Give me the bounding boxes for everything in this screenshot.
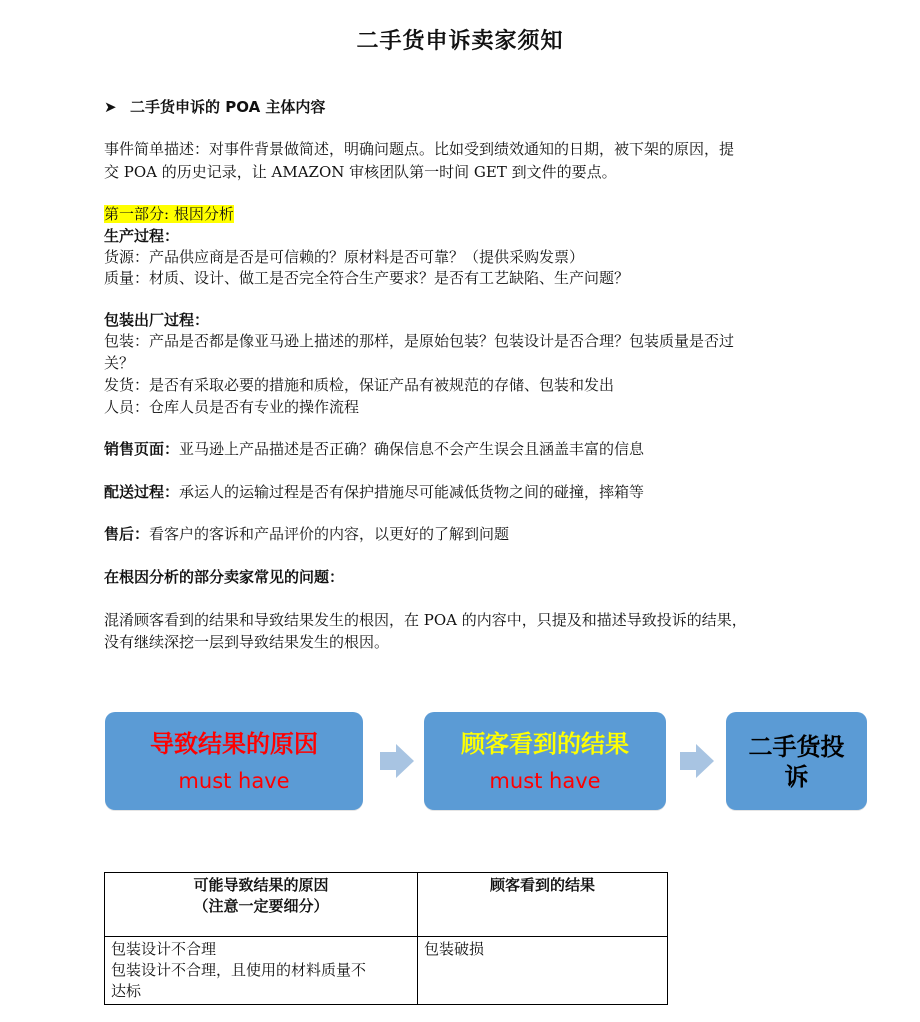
row1-col2: 包装破损	[424, 940, 485, 958]
header-col1-line1: 可能导致结果的原因	[193, 876, 329, 894]
header-col1-line2: （注意一定要细分）	[193, 897, 329, 915]
table-header-cell	[105, 873, 418, 937]
row1-col1-line3: 达标	[111, 982, 142, 1000]
sales-label: 销售页面：	[104, 440, 180, 458]
part1-heading-text: 第一部分: 根因分析	[104, 205, 234, 223]
bullet-heading-text: 二手货申诉的 POA 主体内容	[130, 98, 326, 116]
intro-line-1: 事件简单描述：对事件背景做简述，明确问题点。比如受到绩效通知的日期，被下架的原因，提	[104, 140, 735, 158]
packaging-line-3: 人员：仓库人员是否有专业的操作流程	[104, 398, 360, 416]
result-box-title: 顾客看到的结果	[461, 730, 629, 758]
after-sales-line	[104, 523, 824, 546]
packaging-heading: 包装出厂过程：	[104, 311, 210, 329]
part1-heading	[104, 203, 824, 226]
production-heading: 生产过程：	[104, 227, 180, 245]
packaging-line-1a: 包装：产品是否都是像亚马逊上描述的那样，是原始包装？包装设计是否合理？包装质量是否过	[104, 332, 735, 350]
intro-line-2: 交 POA 的历史记录，让 AMAZON 审核团队第一时间 GET 到文件的要点。	[104, 163, 617, 181]
after-sales-label: 售后：	[104, 525, 150, 543]
after-sales-text: 看客户的客诉和产品评价的内容，以更好的了解到问题	[149, 525, 510, 543]
arrow-right-icon	[380, 744, 414, 778]
production-line-2: 质量：材质、设计、做工是否完全符合生产要求？是否有工艺缺陷、生产问题？	[104, 269, 630, 287]
common-issues-heading: 在根因分析的部分卖家常见的问题：	[104, 568, 345, 586]
arrow-bullet-icon: ➤	[104, 98, 117, 116]
page-title: 二手货申诉卖家须知	[356, 29, 564, 54]
sales-line	[104, 438, 824, 461]
arrow-right-icon	[680, 744, 714, 778]
row1-col1-line1: 包装设计不合理	[111, 940, 217, 958]
complaint-box-title-2: 诉	[784, 763, 809, 791]
table-cell	[105, 937, 418, 1005]
sales-text: 亚马逊上产品描述是否正确？确保信息不会产生误会且涵盖丰富的信息	[179, 440, 645, 458]
complaint-box-title-1: 二手货投	[748, 733, 845, 761]
delivery-text: 承运人的运输过程是否有保护措施尽可能减低货物之间的碰撞，摔箱等	[179, 483, 645, 501]
cause-box-title: 导致结果的原因	[150, 730, 318, 758]
row1-col1-line2: 包装设计不合理，且使用的材料质量不	[111, 961, 367, 979]
table-cell	[418, 937, 668, 1005]
cause-box-sub: must have	[178, 769, 290, 793]
cause-box	[105, 712, 363, 810]
delivery-line	[104, 481, 824, 504]
packaging-line-1b: 关？	[104, 354, 135, 372]
complaint-box	[726, 712, 867, 810]
packaging-line-2: 发货：是否有采取必要的措施和质检，保证产品有被规范的存储、包装和发出	[104, 376, 615, 394]
common-issues-line-2: 没有继续深挖一层到导致结果发生的根因。	[104, 633, 390, 651]
bullet-heading	[104, 96, 824, 119]
table-header-row	[105, 873, 668, 937]
result-box	[424, 712, 666, 810]
result-box-sub: must have	[489, 769, 601, 793]
table-header-cell	[418, 873, 668, 937]
header-col2: 顾客看到的结果	[489, 876, 595, 894]
production-line-1: 货源：产品供应商是否是可信赖的？原材料是否可靠？（提供采购发票）	[104, 248, 585, 266]
table-row	[105, 937, 668, 1005]
cause-result-table	[104, 872, 668, 1005]
delivery-label: 配送过程：	[104, 483, 180, 501]
common-issues-line-1: 混淆顾客看到的结果和导致结果发生的根因，在 POA 的内容中，只提及和描述导致投诉的结果，	[104, 611, 747, 629]
